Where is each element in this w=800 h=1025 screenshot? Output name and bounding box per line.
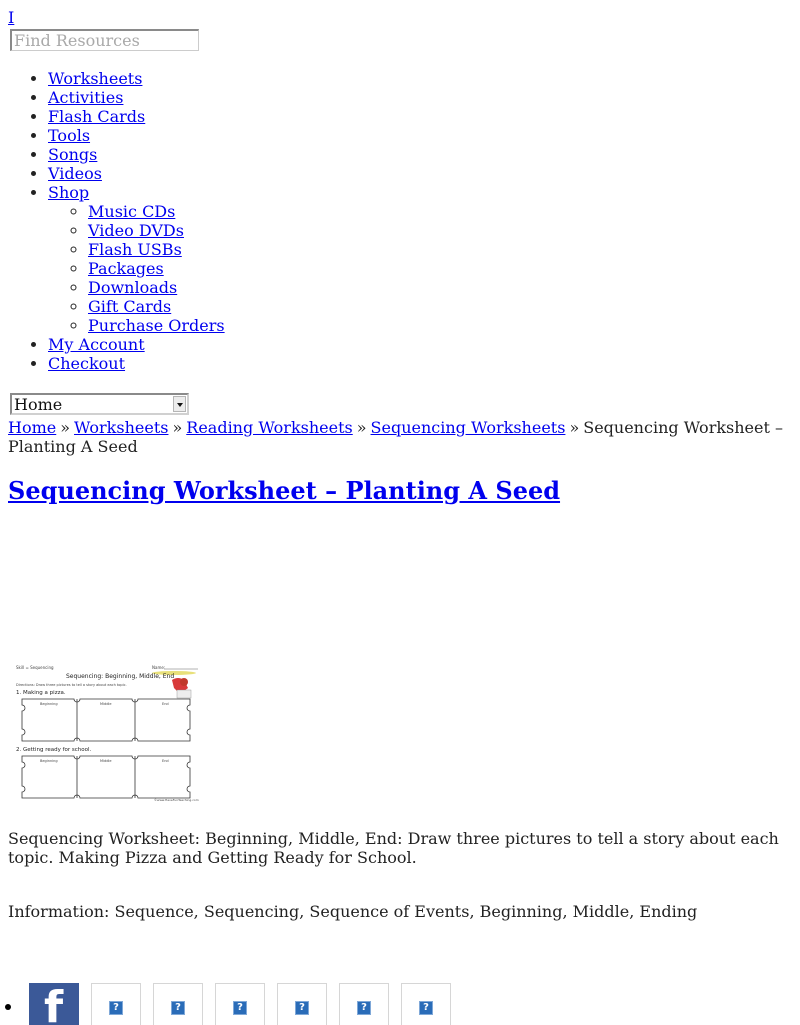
svg-text:1. Making a pizza.: 1. Making a pizza. [16,690,66,696]
nav-item-worksheets [48,69,225,88]
shop-submenu [48,202,225,335]
nav-select-dropdown[interactable] [10,393,189,415]
nav-link-tools[interactable]: Tools [48,126,91,145]
nav-item-checkout [48,354,225,373]
nav-link-videos[interactable]: Videos [48,164,102,183]
svg-text:End: End [162,759,169,763]
worksheet-preview-image [14,660,200,802]
share-button-1[interactable] [91,983,141,1025]
broken-image-icon: ? [233,1001,247,1015]
broken-image-icon: ? [419,1001,433,1015]
breadcrumb-separator: » [356,418,367,437]
share-button-4[interactable] [277,983,327,1025]
svg-text:2. Getting ready for school.: 2. Getting ready for school. [16,747,92,753]
nav-link-gift-cards[interactable]: Gift Cards [88,297,172,316]
nav-link-flash-usbs[interactable]: Flash USBs [88,240,182,259]
broken-image-icon: ? [171,1001,185,1015]
submenu-item-downloads [88,278,225,297]
nav-item-my-account [48,335,225,354]
breadcrumb-link-worksheets[interactable]: Worksheets [74,418,169,437]
worksheet-thumbnail[interactable] [14,660,200,802]
share-button-2[interactable] [153,983,203,1025]
breadcrumb-link-reading-worksheets[interactable]: Reading Worksheets [186,418,353,437]
svg-text:Middle: Middle [100,702,112,706]
nav-link-flash-cards[interactable]: Flash Cards [48,107,146,126]
share-list [0,983,451,1025]
nav-item-videos [48,164,225,183]
nav-link-purchase-orders[interactable]: Purchase Orders [88,316,225,335]
svg-text:Beginning: Beginning [40,759,58,763]
svg-text:Skill = Sequencing: Skill = Sequencing [16,665,54,670]
submenu-item-gift-cards [88,297,225,316]
svg-text:Middle: Middle [100,759,112,763]
breadcrumb-current: Sequencing Worksheet – Planting A Seed [8,418,783,456]
nav-link-checkout[interactable]: Checkout [48,354,126,373]
submenu-item-video-dvds [88,221,225,240]
nav-link-my-account[interactable]: My Account [48,335,145,354]
broken-image-icon: ? [295,1001,309,1015]
facebook-icon: f [44,983,64,1025]
worksheet-information: Information: Sequence, Sequencing, Sequence of Events, Beginning, Middle, Ending [8,902,698,921]
share-button-5[interactable] [339,983,389,1025]
search-input[interactable] [10,29,199,51]
nav-link-music-cds[interactable]: Music CDs [88,202,176,221]
nav-link-worksheets[interactable]: Worksheets [48,69,143,88]
broken-image-icon: ? [109,1001,123,1015]
svg-text:Name:: Name: [152,665,166,670]
svg-text:Sequencing: Beginning, Middle,: Sequencing: Beginning, Middle, End [66,673,175,680]
breadcrumb [8,418,798,456]
chevron-down-icon[interactable] [173,396,186,412]
nav-item-shop [48,183,225,335]
nav-item-flash-cards [48,107,225,126]
facebook-share-button[interactable] [29,983,79,1025]
share-buttons-row [29,983,451,1025]
nav-item-songs [48,145,225,164]
nav-link-activities[interactable]: Activities [48,88,124,107]
main-nav [0,69,225,373]
nav-link-songs[interactable]: Songs [48,145,98,164]
submenu-item-music-cds [88,202,225,221]
share-button-6[interactable] [401,983,451,1025]
nav-item-activities [48,88,225,107]
share-list-item [0,983,451,1025]
worksheet-description: Sequencing Worksheet: Beginning, Middle, End: Draw three pictures to tell a story about each topic. Making Pizza and Getting Ready for School. [8,829,779,867]
svg-text:Directions: Draw three picture: Directions: Draw three pictures to tell a story about each topic. [16,683,127,687]
svg-text:Beginning: Beginning [40,702,58,706]
page-title-link[interactable]: Sequencing Worksheet – Planting A Seed [8,476,561,505]
top-link[interactable]: I [8,8,15,27]
breadcrumb-link-sequencing-worksheets[interactable]: Sequencing Worksheets [370,418,566,437]
breadcrumb-separator: » [60,418,71,437]
svg-text:End: End [162,702,169,706]
breadcrumb-separator: » [172,418,183,437]
nav-link-video-dvds[interactable]: Video DVDs [88,221,184,240]
svg-text:©www.HaveFunTeaching.com: ©www.HaveFunTeaching.com [154,798,199,802]
broken-image-icon: ? [357,1001,371,1015]
breadcrumb-separator: » [569,418,580,437]
page-title [8,477,560,505]
breadcrumb-link-home[interactable]: Home [8,418,57,437]
nav-link-downloads[interactable]: Downloads [88,278,178,297]
submenu-item-purchase-orders [88,316,225,335]
nav-item-tools [48,126,225,145]
share-button-3[interactable] [215,983,265,1025]
nav-link-shop[interactable]: Shop [48,183,90,202]
submenu-item-flash-usbs [88,240,225,259]
nav-select-value: Home [14,395,63,414]
nav-link-packages[interactable]: Packages [88,259,164,278]
submenu-item-packages [88,259,225,278]
